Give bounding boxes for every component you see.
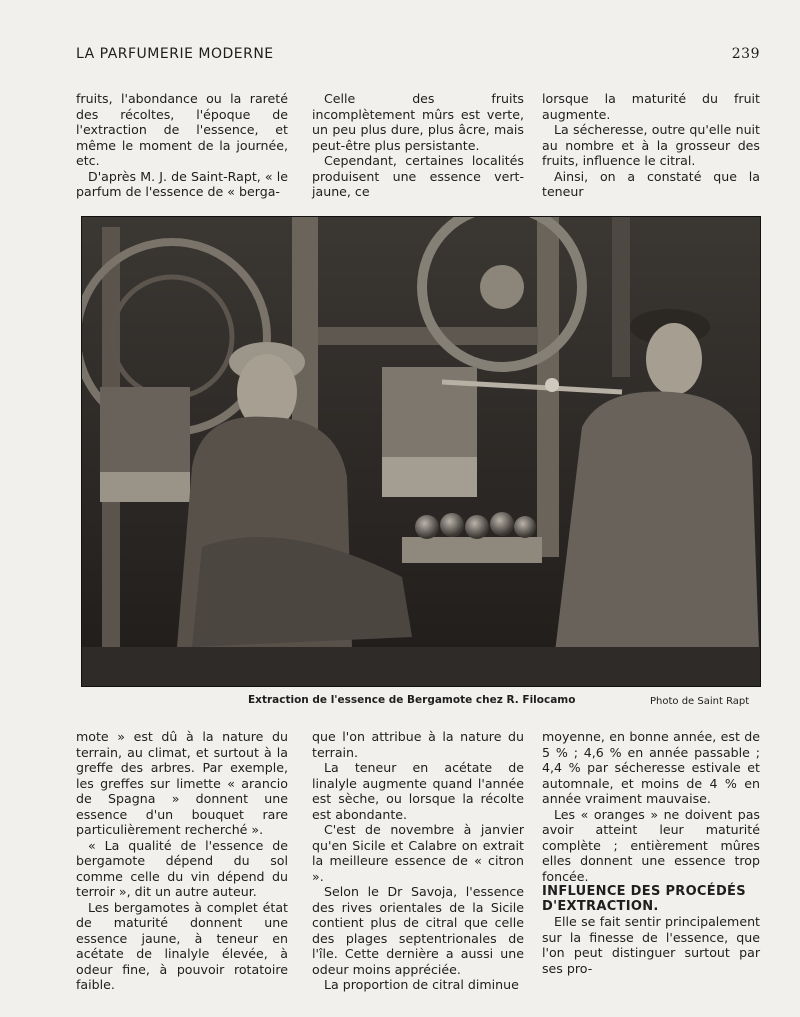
paragraph: C'est de novembre à janvier qu'en Sicile et Calabre on extrait la meilleure essence de « citron ». xyxy=(312,822,524,884)
paragraph: D'après M. J. de Saint-Rapt, « le parfum de l'essence de « berga- xyxy=(76,168,288,199)
top-column-1 xyxy=(76,91,288,200)
section-heading: INFLUENCE DES PROCÉDÉS D'EXTRACTION. xyxy=(542,884,746,914)
paragraph: Cependant, certaines localités produisent une essence vert-jaune, ce xyxy=(312,153,524,199)
paragraph: que l'on attribue à la nature du terrain. xyxy=(312,729,524,760)
paragraph: Selon le Dr Savoja, l'essence des rives orientales de la Sicile contient plus de citral que celle des plages septentrionales de l'île. Cette dernière a aussi une odeur moins appréciée. xyxy=(312,884,524,977)
paragraph: lorsque la maturité du fruit augmente. xyxy=(542,91,760,122)
bergamot-extraction-photo xyxy=(81,216,761,687)
photo-caption: Extraction de l'essence de Bergamote chez R. Filocamo xyxy=(248,694,576,706)
bottom-column-1 xyxy=(76,729,288,993)
top-column-3 xyxy=(542,91,760,200)
paragraph: Celle des fruits incomplètement mûrs est verte, un peu plus dure, plus âcre, mais peut-être plus persistante. xyxy=(312,91,524,153)
paragraph: moyenne, en bonne année, est de 5 % ; 4,6 % en année passable ; 4,4 % par sécheresse estivale et automnale, et moins de 4 % en année vraiment mauvaise. xyxy=(542,729,760,806)
bottom-column-2 xyxy=(312,729,524,993)
paragraph: mote » est dû à la nature du terrain, au climat, et surtout à la greffe des arbres. Par exemple, les greffes sur limette « arancio de Spagna » donnent une essence d'un bouquet rare particulièrement recherché ». xyxy=(76,729,288,837)
paragraph: La proportion de citral diminue xyxy=(324,977,519,992)
paragraph: Elle se fait sentir principalement sur la finesse de l'essence, que l'on peut distinguer surtout par ses pro- xyxy=(542,914,760,976)
paragraph: Les bergamotes à complet état de maturité donnent une essence jaune, à teneur en acétate de linalyle élevée, à odeur fine, à pouvoir rotatoire faible. xyxy=(76,899,288,992)
paragraph: fruits, l'abondance ou la rareté des récoltes, l'époque de l'extraction de l'essence, et même le moment de la journée, etc. xyxy=(76,91,288,168)
photo-illustration xyxy=(82,217,760,686)
photo-credit: Photo de Saint Rapt xyxy=(650,696,750,707)
paragraph: La sécheresse, outre qu'elle nuit au nombre et à la grosseur des fruits, influence le citral. xyxy=(542,122,760,168)
journal-title: LA PARFUMERIE MODERNE xyxy=(76,46,274,62)
page-number: 239 xyxy=(731,46,760,62)
paragraph: « La qualité de l'essence de bergamote dépend du sol comme celle du vin dépend du terroir », dit un autre auteur. xyxy=(76,837,288,899)
paragraph: Les « oranges » ne doivent pas avoir atteint leur maturité complète ; entièrement mûres elles donnent une essence trop foncée. xyxy=(542,806,760,884)
top-column-2 xyxy=(312,91,524,200)
paragraph: Ainsi, on a constaté que la teneur xyxy=(542,168,760,199)
paragraph: La teneur en acétate de linalyle augmente quand l'année est sèche, ou lorsque la récolte est abondante. xyxy=(312,760,524,822)
bottom-column-3 xyxy=(542,729,760,976)
